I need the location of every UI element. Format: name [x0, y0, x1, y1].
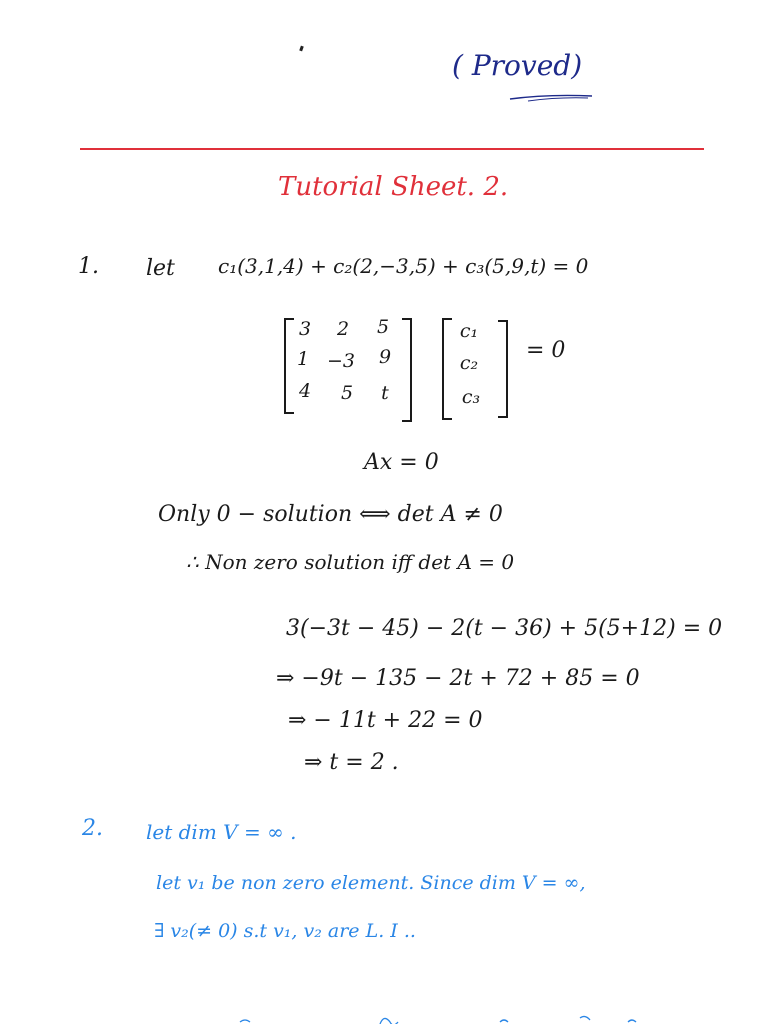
proved-underline: [508, 92, 594, 102]
step-2: ⇒ − 11t + 22 = 0: [288, 708, 483, 733]
question-1-equation: c₁(3,1,4) + c₂(2,−3,5) + c₃(5,9,t) = 0: [218, 254, 589, 278]
question-2-line-2: let v₁ be non zero element. Since dim V = ∞,: [156, 872, 586, 894]
matrix-a-cell: 9: [378, 346, 392, 368]
vector-c-right-bracket: [498, 320, 508, 418]
matrix-a-cell: 4: [298, 380, 312, 402]
vector-c-entry: c₁: [459, 320, 479, 342]
matrix-a-cell: −3: [326, 350, 355, 372]
page-divider: [80, 148, 704, 150]
ink-mark: [299, 46, 304, 52]
question-1-let: let: [146, 256, 175, 281]
cut-off-handwriting: [200, 1012, 660, 1024]
matrix-a-cell: 5: [340, 382, 354, 404]
step-3: ⇒ t = 2 .: [304, 750, 399, 775]
question-2-line-3: ∃ v₂(≠ 0) s.t v₁, v₂ are L. I ..: [154, 920, 416, 942]
ax-equation: Ax = 0: [364, 450, 439, 475]
matrix-equals-zero: = 0: [526, 338, 566, 363]
matrix-a-cell: 5: [376, 316, 390, 338]
matrix-a-cell: 3: [298, 318, 312, 340]
question-1-number: 1.: [78, 254, 99, 279]
question-2-number: 2.: [82, 816, 103, 841]
vector-c-left-bracket: [442, 318, 452, 420]
determinant-expansion: 3(−3t − 45) − 2(t − 36) + 5(5+12) = 0: [286, 616, 723, 641]
matrix-a-right-bracket: [402, 318, 412, 422]
matrix-a-cell: t: [381, 382, 389, 404]
matrix-a-cell: 2: [336, 318, 350, 340]
matrix-a-cell: 1: [296, 348, 310, 370]
question-2-line-1: let dim V = ∞ .: [146, 820, 297, 844]
page-title: Tutorial Sheet. 2.: [278, 172, 509, 202]
nonzero-solution-line: ∴ Non zero solution iff det A = 0: [186, 550, 515, 574]
vector-c-entry: c₃: [461, 386, 481, 408]
only-solution-line: Only 0 − solution ⟺ det A ≠ 0: [158, 502, 503, 527]
proved-note: ( Proved): [452, 49, 583, 82]
vector-c-entry: c₂: [459, 352, 479, 374]
step-1: ⇒ −9t − 135 − 2t + 72 + 85 = 0: [276, 666, 640, 691]
